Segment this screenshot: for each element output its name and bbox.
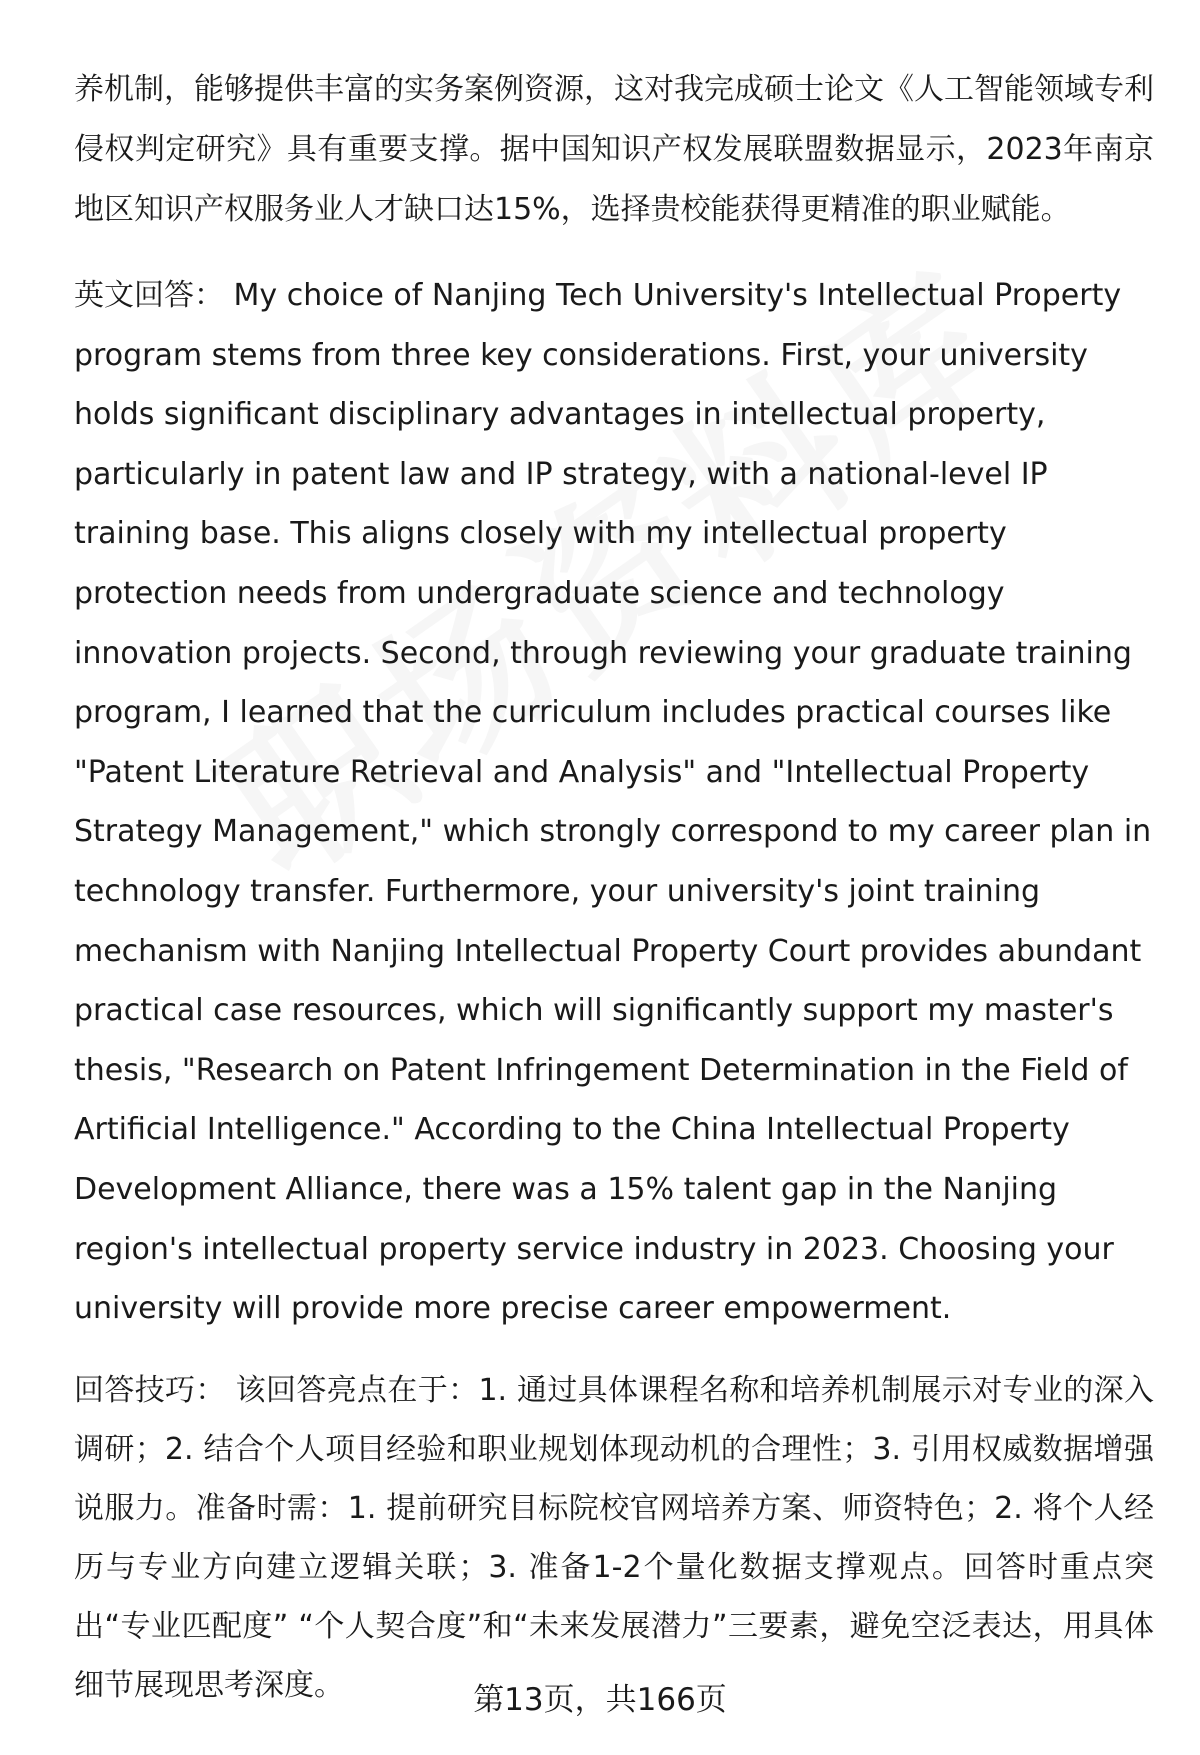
page-indicator: 第13页，共166页 bbox=[473, 1682, 727, 1718]
answer-tips-label: 回答技巧： bbox=[74, 1372, 226, 1408]
english-answer-label: 英文回答： bbox=[74, 278, 224, 313]
paragraph-cn-continued: 养机制，能够提供丰富的实务案例资源，这对我完成硕士论文《人工智能领域专利侵权判定研究》具有重要支撑。据中国知识产权发展联盟数据显示，2023年南京地区知识产权服务业人才缺口达15%，选择贵校能获得更精准的职业赋能。 bbox=[74, 72, 1154, 227]
answer-tips-paragraph bbox=[74, 1361, 1154, 1715]
document-body bbox=[74, 60, 1154, 1715]
answer-tips-text: 该回答亮点在于：1. 通过具体课程名称和培养机制展示对专业的深入调研；2. 结合个人项目经验和职业规划体现动机的合理性；3. 引用权威数据增强说服力。准备时需：1. 提前研究目标院校官网培养方案、师资特色；2. 将个人经历与专业方向建立逻辑关联；3. 准备1-2个量化数据支撑观点。回答时重点突出“专业匹配度” “个人契合度”和“未来发展潜力”三要素，避免空泛表达，用具体细节展现思考深度。 bbox=[74, 1372, 1154, 1703]
english-answer-paragraph bbox=[74, 266, 1154, 1339]
english-answer-text: My choice of Nanjing Tech University's Intellectual Property program stems from three key considerations. First, your university holds significant disciplinary advantages in intellectual property, particularly in patent law and IP strategy, with a national-level IP training base. This aligns closely with my intellectual property protection needs from undergraduate science and technology innovation projects. Second, through reviewing your graduate training program, I learned that the curriculum includes practical courses like "Patent Literature Retrieval and Analysis" and "Intellectual Property Strategy Management," which strongly correspond to my career plan in technology transfer. Furthermore, your university's joint training mechanism with Nanjing Intellectual Property Court provides abundant practical case resources, which will significantly support my master's thesis, "Research on Patent Infringement Determination in the Field of Artificial Intelligence." According to the China Intellectual Property Development Alliance, there was a 15% talent gap in the Nanjing region's intellectual property service industry in 2023. Choosing your university will provide more precise career empowerment. bbox=[74, 278, 1152, 1327]
